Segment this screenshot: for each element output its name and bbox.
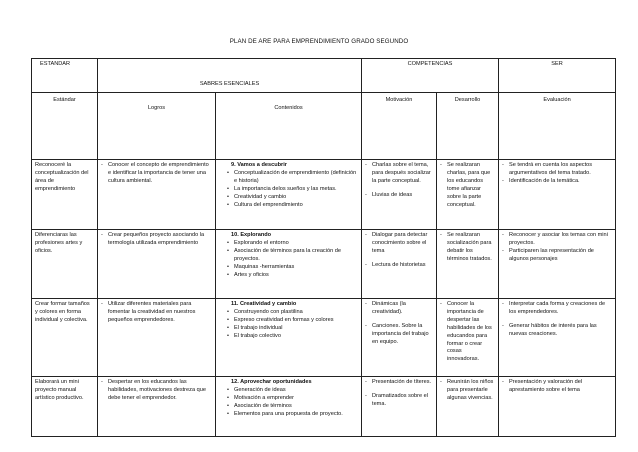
cell-logros <box>98 230 216 299</box>
desarrollo-list <box>440 232 495 264</box>
list-item: - Crear pequeños proyecto asociando la termología utilizada emprendimiento <box>101 232 212 248</box>
header-contenidos: Contenidos <box>216 93 362 160</box>
evaluacion-list <box>502 379 612 395</box>
evaluacion-list <box>502 301 612 339</box>
list-item: - Presentación y valoración del aprestamiento sobre el tema <box>502 379 612 395</box>
list-item: • Construyendo con plastilina <box>227 309 358 317</box>
cell-evaluacion <box>499 230 616 299</box>
header-row-1 <box>32 59 616 93</box>
list-item: • El trabajo individual <box>227 325 358 333</box>
contenidos-list <box>219 240 358 280</box>
list-item: • Motivación a emprender <box>227 395 358 403</box>
cell-motivacion <box>362 160 437 230</box>
list-item: - Conocer el concepto de emprendimiento e identificar la importancia de tener una cultura ambiental. <box>101 162 212 186</box>
list-item: • Elementos para una propuesta de proyecto. <box>227 411 358 419</box>
cell-estandar: Crear formar tamaños y colores en forma individual y colectiva. <box>32 299 98 377</box>
table-row <box>32 377 616 437</box>
list-item: - Dinámicas (la creatividad). <box>365 301 433 317</box>
list-item: - Lluvias de ideas <box>365 192 433 200</box>
list-item: - Se realizaran socialización para debatir los términos tratados. <box>440 232 495 264</box>
cell-evaluacion <box>499 377 616 437</box>
cell-contenidos <box>216 299 362 377</box>
list-item: - Reconocer y asociar los temas con mini proyectos. <box>502 232 612 248</box>
contenidos-list <box>219 170 358 210</box>
header-evaluacion: Evaluación <box>499 93 616 160</box>
cell-motivacion <box>362 230 437 299</box>
desarrollo-list <box>440 162 495 209</box>
header-estandar-2: Estándar <box>32 93 98 160</box>
header-estandar: ESTANDAR <box>32 59 98 93</box>
list-item: • Expreso creatividad en formas y colores <box>227 317 358 325</box>
list-item: - Despertar en los educandos las habilidades, motivaciones destreza que debe tener el emprendedor. <box>101 379 212 403</box>
list-item: - Dramatizados sobre el tema. <box>365 393 433 409</box>
cell-estandar: Diferenciaras las profesiones artes y oficios. <box>32 230 98 299</box>
evaluacion-list <box>502 162 612 186</box>
page-title: PLAN DE ARE PARA EMPRENDIMIENTO GRADO SEGUNDO <box>229 38 409 45</box>
contenido-title: 12. Aprovechar oportunidades <box>231 379 312 385</box>
header-logros: Logros <box>98 93 216 160</box>
desarrollo-list <box>440 379 495 403</box>
list-item: • Artes y oficios <box>227 272 358 280</box>
cell-motivacion <box>362 377 437 437</box>
cell-estandar: Reconoceré la conceptualización del área de emprendimiento <box>32 160 98 230</box>
contenido-title: 11. Creatividad y cambio <box>231 301 297 307</box>
header-competencias: COMPETENCIAS <box>362 59 499 93</box>
list-item: - Presentación de títeres. <box>365 379 433 387</box>
cell-logros <box>98 377 216 437</box>
cell-logros <box>98 299 216 377</box>
list-item: - Lectura de historietas <box>365 262 433 270</box>
header-row-2 <box>32 93 616 160</box>
list-item: - Dialogar para detectar conocimiento sobre el tema <box>365 232 433 256</box>
logros-list <box>101 232 212 248</box>
motivacion-list <box>365 379 433 409</box>
list-item: - Participaren las representación de algunos personajes <box>502 248 612 264</box>
list-item: • Generación de ideas <box>227 387 358 395</box>
header-saberes-text: SABRES ESENCIALES <box>199 81 260 88</box>
list-item: - Utilizar diferentes materiales para fomentar la creatividad en nuestros pequeños emprendedores. <box>101 301 212 325</box>
motivacion-list <box>365 232 433 270</box>
cell-desarrollo <box>437 377 499 437</box>
cell-contenidos <box>216 160 362 230</box>
list-item: • Asociación de términos <box>227 403 358 411</box>
motivacion-list <box>365 301 433 347</box>
cell-contenidos <box>216 377 362 437</box>
cell-desarrollo <box>437 160 499 230</box>
cell-desarrollo <box>437 230 499 299</box>
contenido-title: 10. Explorando <box>231 232 272 238</box>
logros-list <box>101 162 212 186</box>
list-item: • El trabajo colectivo <box>227 333 358 341</box>
list-item: • Explorando el entorno <box>227 240 358 248</box>
cell-evaluacion <box>499 160 616 230</box>
list-item: - Canciones. Sobre la importancia del trabajo en equipo. <box>365 323 433 347</box>
list-item: - Se realizaran charlas, para que los educandos tome afianzar sobre la parte conceptual. <box>440 162 495 209</box>
contenidos-list <box>219 309 358 341</box>
motivacion-list <box>365 162 433 200</box>
evaluacion-list <box>502 232 612 264</box>
list-item: - Identificación de la temática. <box>502 178 612 186</box>
cell-motivacion <box>362 299 437 377</box>
contenidos-list <box>219 387 358 419</box>
list-item: - Charlas sobre el tema, para después socializar la parte conceptual. <box>365 162 433 186</box>
table-row <box>32 299 616 377</box>
cell-evaluacion <box>499 299 616 377</box>
header-motivacion: Motivación <box>362 93 437 160</box>
table-row <box>32 230 616 299</box>
cell-estandar: Elaborará un mini proyecto manual artístico productivo. <box>32 377 98 437</box>
header-desarrollo: Desarrollo <box>437 93 499 160</box>
list-item: - Se tendrá en cuenta los aspectos argumentativos del tema tratado. <box>502 162 612 178</box>
table-row <box>32 160 616 230</box>
list-item: • Asociación de términos para la creación de proyectos. <box>227 248 358 264</box>
cell-contenidos <box>216 230 362 299</box>
list-item: - Interpretar cada forma y creaciones de los emprendedores. <box>502 301 612 317</box>
list-item: - Conocer la importancia de despertar las habilidades de los educandos para formar o crear cosas innovadoras. <box>440 301 495 364</box>
header-ser: SER <box>499 59 616 93</box>
logros-list <box>101 379 212 403</box>
contenido-title: 9. Vamos a descubrir <box>231 162 287 168</box>
list-item: • Maquinas -herramientas <box>227 264 358 272</box>
list-item: - Reunirán los niños para presentarle algunas vivencias. <box>440 379 495 403</box>
list-item: • La importancia delos sueños y las metas. <box>227 186 358 194</box>
cell-logros <box>98 160 216 230</box>
header-saberes <box>98 59 362 93</box>
list-item: • Creatividad y cambio <box>227 194 358 202</box>
list-item: • Conceptualización de emprendimiento (definición e historia) <box>227 170 358 186</box>
logros-list <box>101 301 212 325</box>
list-item: - Generar hábitos de interés para las nuevas creaciones. <box>502 323 612 339</box>
plan-table <box>31 58 616 437</box>
cell-desarrollo <box>437 299 499 377</box>
desarrollo-list <box>440 301 495 364</box>
list-item: • Cultura del emprendimiento <box>227 202 358 210</box>
